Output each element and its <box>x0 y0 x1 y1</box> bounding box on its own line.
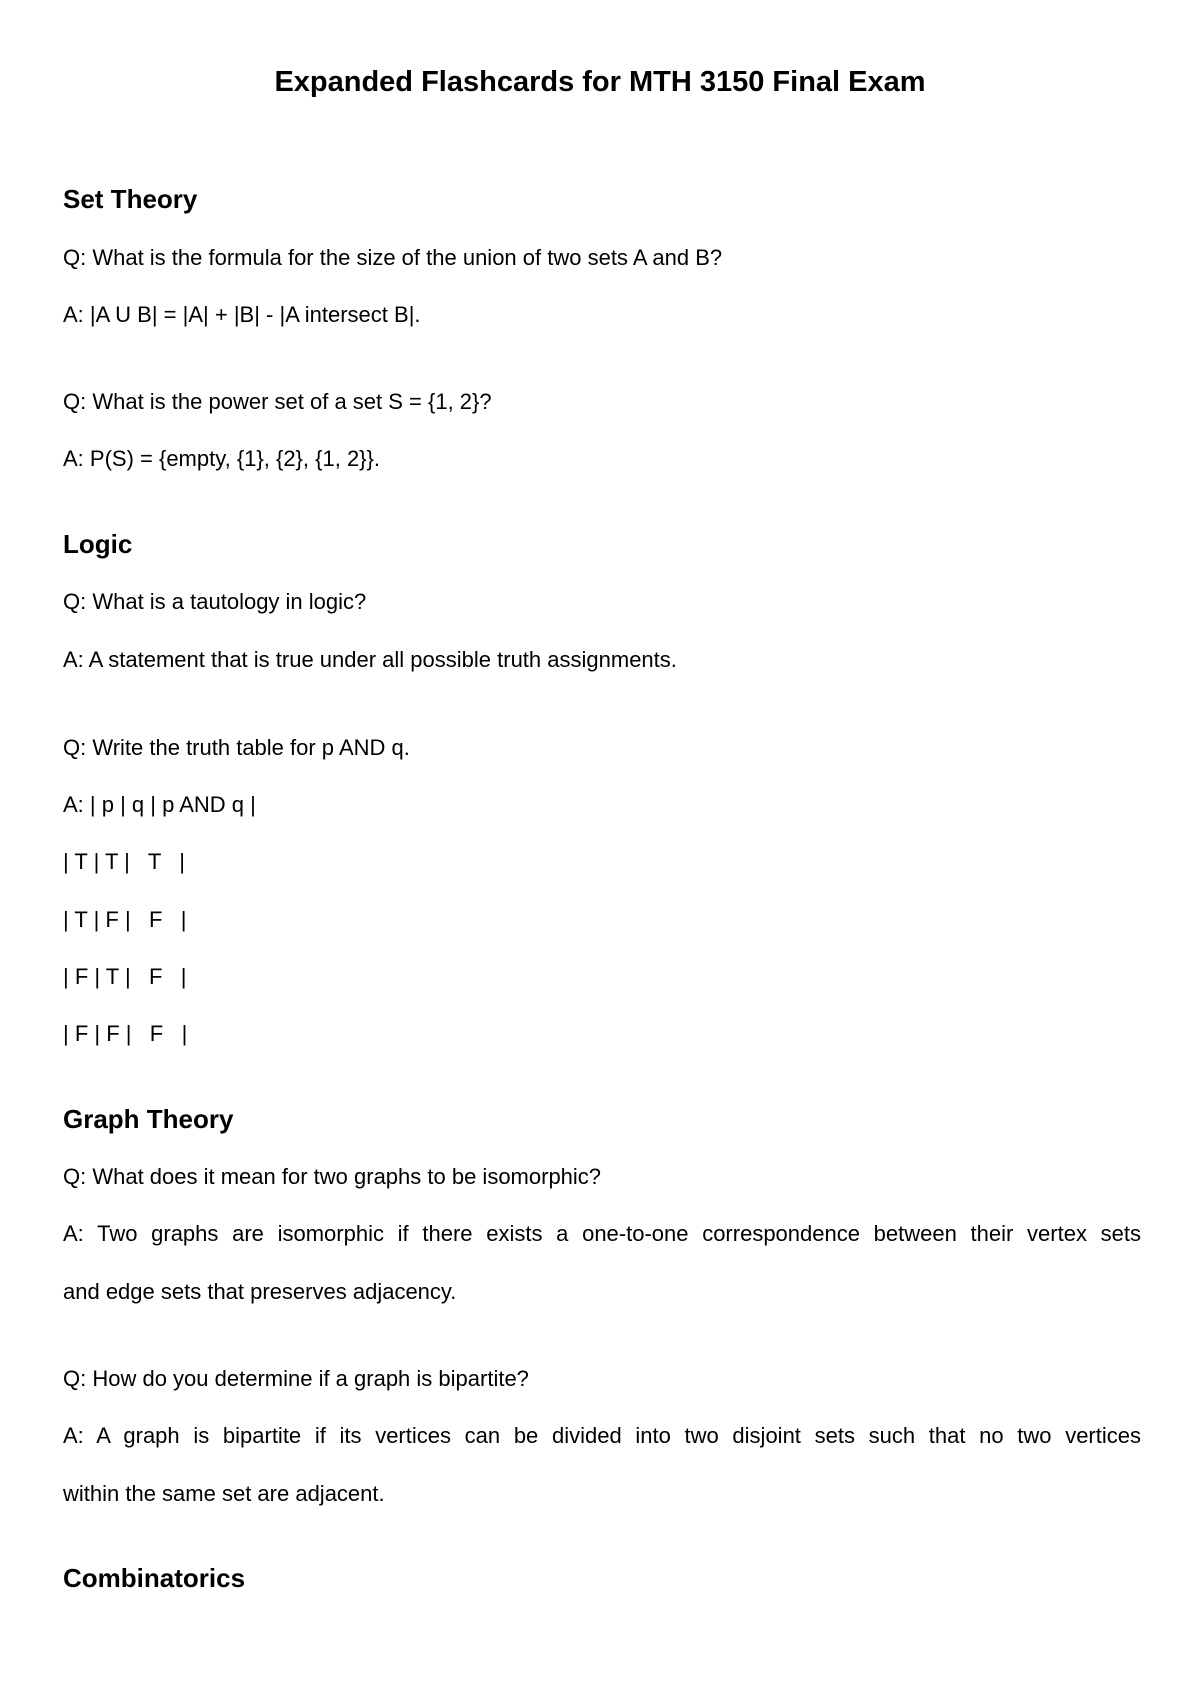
section-heading-set-theory: Set Theory <box>63 184 198 214</box>
flashcard-answer: A: P(S) = {empty, {1}, {2}, {1, 2}}. <box>63 446 380 471</box>
flashcard-answer: A: |A U B| = |A| + |B| - |A intersect B|. <box>63 302 421 327</box>
truth-table-row: | F | T | F | <box>63 964 187 989</box>
flashcard-question: Q: What is the power set of a set S = {1, 2}? <box>63 389 492 414</box>
flashcard-question: Q: How do you determine if a graph is bipartite? <box>63 1366 529 1391</box>
truth-table-row: | T | T | T | <box>63 849 185 874</box>
flashcard-answer-continued: and edge sets that preserves adjacency. <box>63 1279 457 1304</box>
flashcard-answer-continued: within the same set are adjacent. <box>63 1481 385 1506</box>
section-heading-combinatorics: Combinatorics <box>63 1563 246 1593</box>
flashcard-answer: A: A statement that is true under all possible truth assignments. <box>63 647 677 672</box>
page-title: Expanded Flashcards for MTH 3150 Final Exam <box>274 66 926 98</box>
flashcard-question: Q: What is a tautology in logic? <box>63 589 367 614</box>
flashcard-answer: A: A graph is bipartite if its vertices can be divided into two disjoint sets such that no two vertices <box>63 1423 1141 1448</box>
section-heading-logic: Logic <box>63 529 133 559</box>
flashcard-question: Q: What does it mean for two graphs to be isomorphic? <box>63 1164 602 1189</box>
flashcard-question: Q: What is the formula for the size of the union of two sets A and B? <box>63 245 723 270</box>
truth-table-header: A: | p | q | p AND q | <box>63 792 256 817</box>
section-heading-graph-theory: Graph Theory <box>63 1104 234 1134</box>
flashcard-question: Q: Write the truth table for p AND q. <box>63 735 410 760</box>
truth-table-row: | F | F | F | <box>63 1021 188 1046</box>
truth-table-row: | T | F | F | <box>63 907 187 932</box>
flashcard-answer: A: Two graphs are isomorphic if there exists a one-to-one correspondence between their vertex sets <box>63 1221 1141 1246</box>
